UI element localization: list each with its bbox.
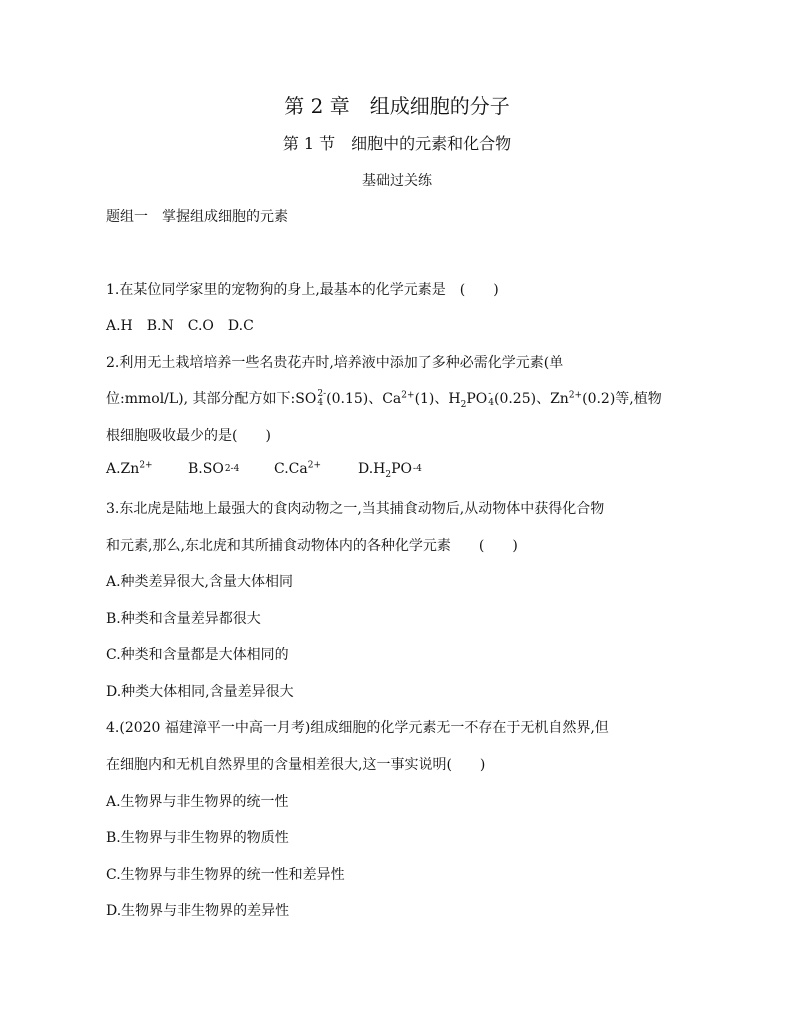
- q1-stem: 1.在某位同学家里的宠物狗的身上,最基本的化学元素是 ( ): [106, 282, 499, 298]
- charge-2plus: 2+: [401, 390, 415, 401]
- q4-stem-line-1: 4.(2020 福建漳平一中高一月考)组成细胞的化学元素无一不存在于无机自然界,但: [106, 720, 609, 736]
- subsection-title: 基础过关练: [362, 173, 432, 189]
- q3-option-d: D.种类大体相同,含量差异很大: [106, 684, 294, 700]
- q2-stem-line-3: 根细胞吸收最少的是( ): [106, 428, 271, 444]
- chapter-title: 第 2 章 组成细胞的分子: [284, 94, 510, 118]
- q4-option-a: A.生物界与非生物界的统一性: [106, 794, 289, 810]
- q2-text-e: (0.25)、Zn: [493, 391, 569, 407]
- q2-text-b: (0.15)、Ca: [326, 391, 402, 407]
- q4-stem-line-2: 在细胞内和无机自然界里的含量相差很大,这一事实说明( ): [106, 757, 486, 773]
- q2-text-f: (0.2)等,植物: [582, 391, 662, 407]
- q2-option-a: $A.Zn^{2+}$: [106, 460, 153, 477]
- so4-ion-script: [317, 390, 326, 408]
- q3-stem-line-1: 3.东北虎是陆地上最强大的食肉动物之一,当其捕食动物后,从动物体中获得化合物: [106, 501, 605, 517]
- q2-stem-line-2: [106, 388, 662, 408]
- section-title: 第 1 节 细胞中的元素和化合物: [282, 134, 512, 153]
- q2-text-c: (1)、H: [414, 391, 461, 407]
- q2-text-d: PO: [466, 391, 488, 407]
- q2-option-c: $C.Ca^{2+}$: [274, 460, 322, 477]
- q2-options: [106, 460, 422, 480]
- subscript-2: 2: [460, 399, 467, 410]
- charge-2minus: 2-: [317, 389, 327, 399]
- subscript-4: 4: [488, 398, 494, 408]
- charge-2plus: 2+: [568, 390, 583, 401]
- charge-minus: -: [488, 389, 492, 399]
- q2-text-a: 位:mmol/L), 其部分配方如下:SO: [106, 391, 317, 407]
- q3-option-b: B.种类和含量差异都很大: [106, 611, 261, 627]
- q3-option-c: C.种类和含量都是大体相同的: [106, 647, 289, 663]
- q4-option-b: B.生物界与非生物界的物质性: [106, 830, 289, 846]
- q4-option-c: C.生物界与非生物界的统一性和差异性: [106, 867, 345, 883]
- q3-option-a: A.种类差异很大,含量大体相同: [106, 574, 294, 590]
- q4-option-d: D.生物界与非生物界的差异性: [106, 903, 290, 919]
- q3-stem-line-2: 和元素,那么,东北虎和其所捕食动物体内的各种化学元素 ( ): [106, 538, 518, 554]
- subscript-4: 4: [317, 398, 324, 408]
- group-title: 题组一 掌握组成细胞的元素: [106, 209, 288, 225]
- q1-options: A.H B.N C.O D.C: [106, 318, 254, 334]
- q2-option-d: $D.H_2PO-4$: [358, 461, 422, 480]
- q2-stem-line-1: 2.利用无土栽培培养一些名贵花卉时,培养液中添加了多种必需化学元素(单: [106, 355, 564, 371]
- q2-option-b: B.SO2-4: [188, 461, 240, 477]
